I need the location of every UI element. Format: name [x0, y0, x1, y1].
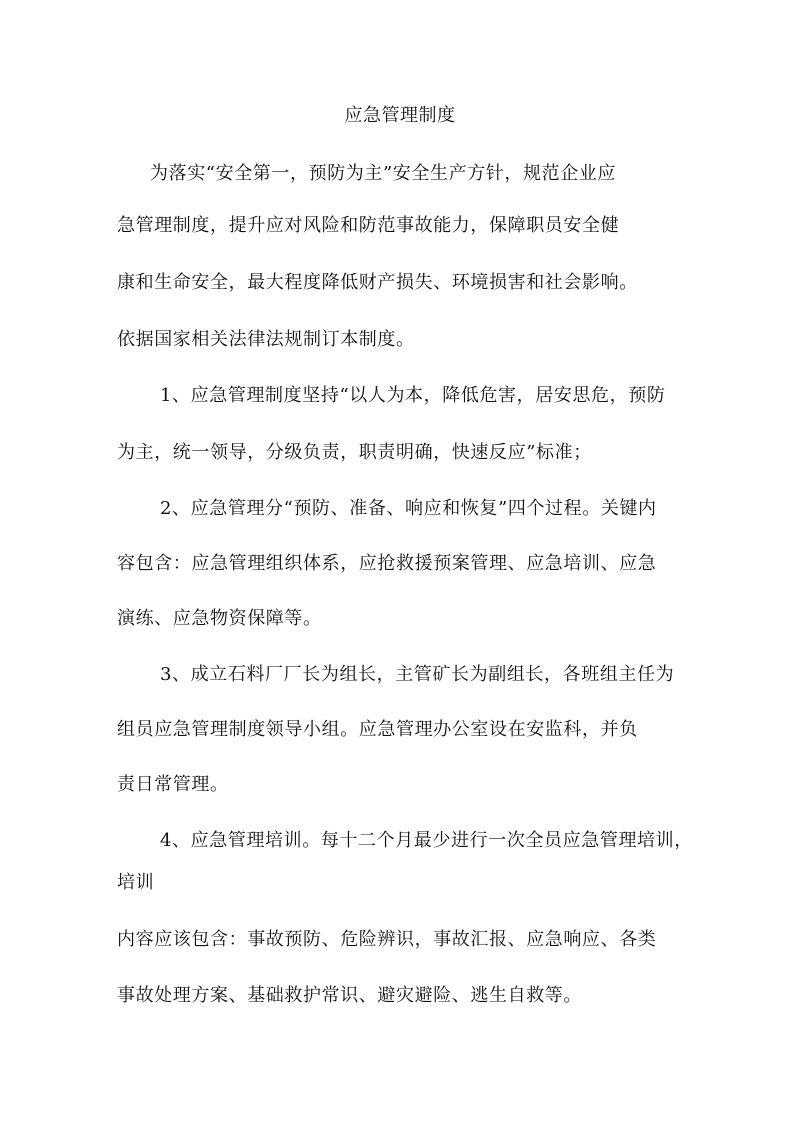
paragraph-line: 1、应急管理制度坚持“以人为本，降低危害，居安思危，预防 [160, 385, 666, 406]
paragraph-line: 为落实“安全第一，预防为主”安全生产方针，规范企业应 [150, 163, 617, 184]
paragraph-line: 3、成立石料厂厂长为组长，主管矿长为副组长，各班组主任为 [160, 664, 675, 685]
paragraph-line: 依据国家相关法律法规制订本制度。 [117, 329, 415, 350]
document-title: 应急管理制度 [344, 105, 456, 126]
paragraph-line: 为主，统一领导，分级负责，职责明确，快速反应”标准； [117, 442, 592, 463]
paragraph-line: 责日常管理。 [117, 774, 229, 795]
paragraph-line: 容包含：应急管理组织体系，应抢救援预案管理、应急培训、应急 [117, 553, 657, 574]
paragraph-line: 4、应急管理培训。每十二个月最少进行一次全员应急管理培训， [160, 830, 693, 851]
paragraph-line: 事故处理方案、基础救护常识、避灾避险、逃生自救等。 [117, 985, 582, 1006]
paragraph-line: 演练、应急物资保障等。 [117, 608, 322, 629]
paragraph-line: 培训 [117, 872, 155, 893]
paragraph-line: 急管理制度，提升应对风险和防范事故能力，保障职员安全健 [117, 215, 620, 236]
paragraph-line: 组员应急管理制度领导小组。应急管理办公室设在安监科，并负 [117, 719, 638, 740]
paragraph-line: 2、应急管理分“预防、准备、响应和恢复”四个过程。关键内 [160, 498, 657, 519]
paragraph-line: 内容应该包含：事故预防、危险辨识，事故汇报、应急响应、各类 [117, 929, 657, 950]
paragraph-line: 康和生命安全，最大程度降低财产损失、环境损害和社会影响。 [117, 272, 638, 293]
